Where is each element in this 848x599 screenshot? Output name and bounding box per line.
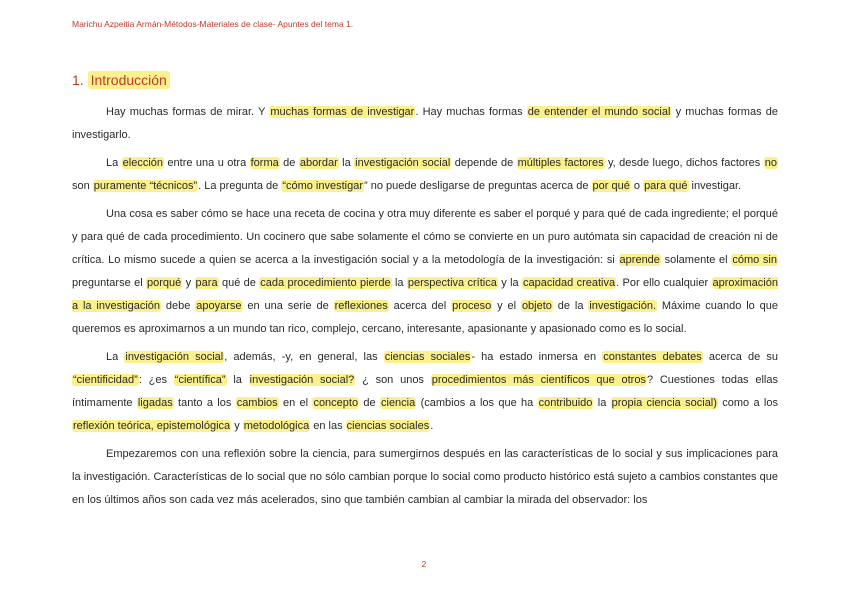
text-run: y el [492,300,521,312]
highlighted-text: aprende [619,254,660,266]
highlighted-text: reflexión teórica, epistemológica [73,420,231,432]
page-number: 2 [421,559,427,569]
text-run: . [430,420,434,432]
text-run: depende de [451,157,517,169]
highlighted-text: por qué [592,180,630,192]
text-run: y muchas formas de investigarlo. [72,106,778,141]
highlighted-text: elección [122,157,164,169]
highlighted-text: cambios [236,397,278,409]
highlighted-text: apoyarse [196,300,242,312]
highlighted-text: investigación social [355,157,451,169]
text-run: . La pregunta de [198,180,282,192]
highlighted-text: ciencia [381,397,416,409]
highlighted-text: “científica” [174,374,226,386]
text-run: en el [278,397,313,409]
highlighted-text: aproximación a la investigación [72,277,778,312]
text-run: Máxime cuando lo que queremos es aproximarnos a un mundo tan rico, complejo, cercano, interesante, apasionante y apasionado como es lo social. [72,300,779,335]
highlighted-text: contribuido [538,397,593,409]
text-run: Empezaremos con una reflexión sobre la ciencia, para sumergirnos después en las características de lo social y sus implicaciones para la investigación. Características de lo social que no sólo cambian porque lo social como producto histórico está sujeto a cambios constantes que en los últimos años son cada vez más acelerados, sino que también cambian al cambiar la mirada del observador: los [72,448,778,506]
text-run: acerca del [388,300,452,312]
text-run: la [226,374,249,386]
highlighted-text: para [195,277,218,289]
text-run: La [106,351,125,363]
text-run: y [182,277,195,289]
text-run: Hay muchas formas de mirar. Y [106,106,270,118]
text-run: , además, -y, en general, las [224,351,384,363]
section-title: Introducción [88,71,170,89]
section-number: 1. [72,72,84,88]
highlighted-text: propia ciencia social) [611,397,717,409]
text-run: Una cosa es saber cómo se hace una receta de cocina y otra muy diferente es saber el porqué y para qué de cada ingrediente; el porqué y para qué de cada procedimiento. Un cocinero que sabe solamente el cómo se convierte en un puro autómata sin capacidad de creación ni de crítica. Lo mismo sucede a quien se acerca a la investigación social y a la metodología de la investigación: si [72,208,778,266]
highlighted-text: investigación social [125,351,224,363]
highlighted-text: para qué [644,180,688,192]
highlighted-text: capacidad creativa [523,277,616,289]
highlighted-text: constantes debates [603,351,702,363]
highlighted-text: investigación. [589,300,656,312]
text-run: : ¿es [138,374,174,386]
text-run: de la [552,300,589,312]
highlighted-text: metodológica [243,420,310,432]
paragraph [72,101,778,147]
text-run: son [72,180,93,192]
highlighted-text: no [764,157,777,169]
highlighted-text: porqué [147,277,182,289]
text-run: la [593,397,611,409]
document-body [72,101,778,517]
text-run: en una serie de [242,300,334,312]
highlighted-text: cómo sin [732,254,777,266]
text-run: entre una u otra [164,157,250,169]
text-run: . Hay muchas formas [415,106,527,118]
highlighted-text: “cómo investigar [282,180,364,192]
text-run: acerca de su [702,351,779,363]
highlighted-text: cada procedimiento pierde [260,277,391,289]
highlighted-text: abordar [299,157,338,169]
text-run: (cambios a los que ha [416,397,538,409]
paragraph [72,346,778,438]
text-run: ” no puede desligarse de preguntas acerca de [364,180,592,192]
text-run: como a los [717,397,778,409]
highlighted-text: puramente “técnicos” [93,180,198,192]
paragraph [72,443,778,512]
text-run: La [106,157,122,169]
highlighted-text: ciencias sociales [346,420,430,432]
highlighted-text: múltiples factores [517,157,604,169]
highlighted-text: “cientificidad” [73,374,138,386]
text-run: o [630,180,644,192]
text-run: ¿ son unos [355,374,431,386]
text-run: y, desde luego, dichos factores [604,157,764,169]
highlighted-text: investigación social? [249,374,355,386]
section-heading [72,72,170,88]
highlighted-text: ligadas [137,397,173,409]
text-run: debe [161,300,196,312]
text-run: investigar. [688,180,742,192]
text-run: la [338,157,355,169]
highlighted-text: reflexiones [334,300,388,312]
text-run: - ha estado inmersa en [471,351,603,363]
text-run: preguntarse el [72,277,147,289]
paragraph [72,152,778,198]
text-run: ? Cuestiones todas ellas íntimamente [72,374,778,409]
text-run: en las [310,420,346,432]
highlighted-text: procedimientos más científicos que otros [431,374,646,386]
text-run: de [359,397,380,409]
text-run: solamente el [660,254,732,266]
highlighted-text: muchas formas de investigar [270,106,415,118]
highlighted-text: proceso [452,300,492,312]
page-header: Marichu Azpeitia Armán-Métodos-Materiales de clase- Apuntes del tema 1. [72,19,354,29]
highlighted-text: forma [250,157,279,169]
text-run: la [391,277,407,289]
highlighted-text: objeto [521,300,552,312]
highlighted-text: perspectiva crítica [407,277,497,289]
text-run: de [279,157,299,169]
text-run: y la [497,277,523,289]
highlighted-text: concepto [313,397,359,409]
text-run: qué de [218,277,260,289]
paragraph [72,203,778,341]
text-run: tanto a los [173,397,236,409]
text-run: . Por ello cualquier [616,277,712,289]
highlighted-text: de entender el mundo social [527,106,671,118]
text-run: y [231,420,243,432]
highlighted-text: ciencias sociales [384,351,471,363]
